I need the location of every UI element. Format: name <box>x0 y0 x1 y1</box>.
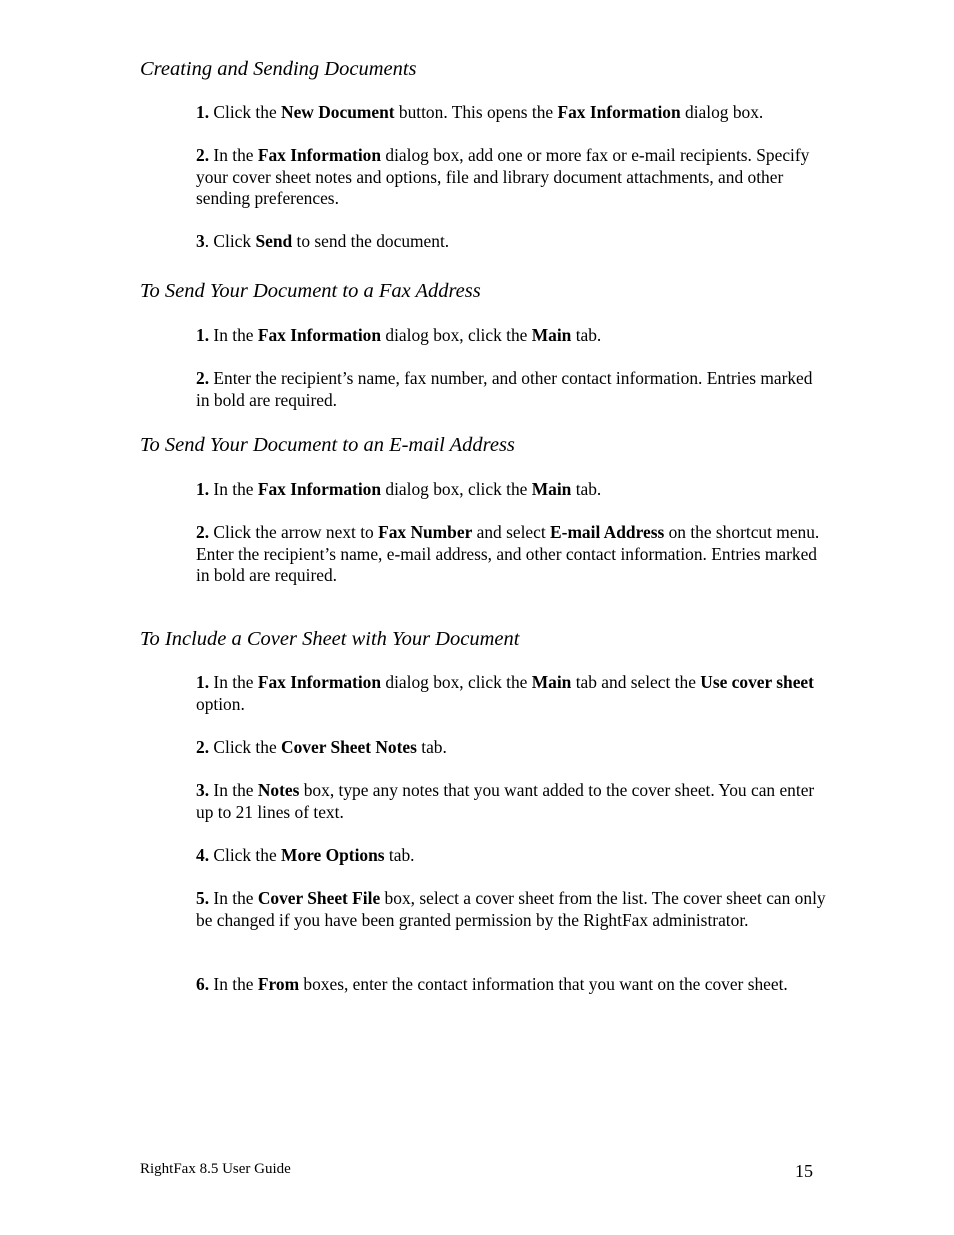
step-cover-5: 5. In the Cover Sheet File box, select a cover sheet from the list. The cover sheet can only be changed if you have been granted permission by the RightFax administrator. <box>196 888 826 930</box>
footer-guide-title: RightFax 8.5 User Guide <box>140 1161 291 1177</box>
step-email-1: 1. In the Fax Information dialog box, click the Main tab. <box>196 479 602 499</box>
step-cover-2: 2. Click the Cover Sheet Notes tab. <box>196 737 447 757</box>
step-cover-4: 4. Click the More Options tab. <box>196 845 415 865</box>
step-number: 5. <box>196 888 210 908</box>
section-heading-fax-address: To Send Your Document to a Fax Address <box>140 280 481 302</box>
step-number: 2. <box>196 522 210 542</box>
step-cover-1: 1. In the Fax Information dialog box, click the Main tab and select the Use cover sheet option. <box>196 672 814 714</box>
step-create-2: 2. In the Fax Information dialog box, add one or more fax or e-mail recipients. Specify your cover sheet notes and options, file and library document attachments, and other sending preferences. <box>196 145 810 208</box>
step-number: 1. <box>196 479 210 499</box>
step-number: 2. <box>196 145 210 165</box>
step-number: 2. <box>196 737 210 757</box>
step-number: 4. <box>196 845 210 865</box>
step-number: 3 <box>196 231 205 251</box>
step-number: 1. <box>196 102 210 122</box>
step-create-3: 3. Click Send to send the document. <box>196 231 450 251</box>
step-number: 1. <box>196 325 210 345</box>
section-heading-creating-sending: Creating and Sending Documents <box>140 58 417 80</box>
step-cover-6: 6. In the From boxes, enter the contact information that you want on the cover sheet. <box>196 974 788 994</box>
step-email-2: 2. Click the arrow next to Fax Number and select E-mail Address on the shortcut menu. Enter the recipient’s name, e-mail address, and other contact information. Entries marked in bold are required. <box>196 522 820 585</box>
step-number: 1. <box>196 672 210 692</box>
step-number: 6. <box>196 974 210 994</box>
step-fax-2: 2. Enter the recipient’s name, fax number, and other contact information. Entries marked in bold are required. <box>196 368 813 410</box>
page-number: 15 <box>795 1161 813 1181</box>
step-create-1: 1. Click the New Document button. This opens the Fax Information dialog box. <box>196 102 764 122</box>
step-number: 2. <box>196 368 210 388</box>
step-fax-1: 1. In the Fax Information dialog box, click the Main tab. <box>196 325 602 345</box>
step-cover-3: 3. In the Notes box, type any notes that you want added to the cover sheet. You can enter up to 21 lines of text. <box>196 780 815 822</box>
step-number: 3. <box>196 780 210 800</box>
section-heading-email-address: To Send Your Document to an E-mail Address <box>140 434 515 456</box>
section-heading-cover-sheet: To Include a Cover Sheet with Your Document <box>140 628 520 650</box>
